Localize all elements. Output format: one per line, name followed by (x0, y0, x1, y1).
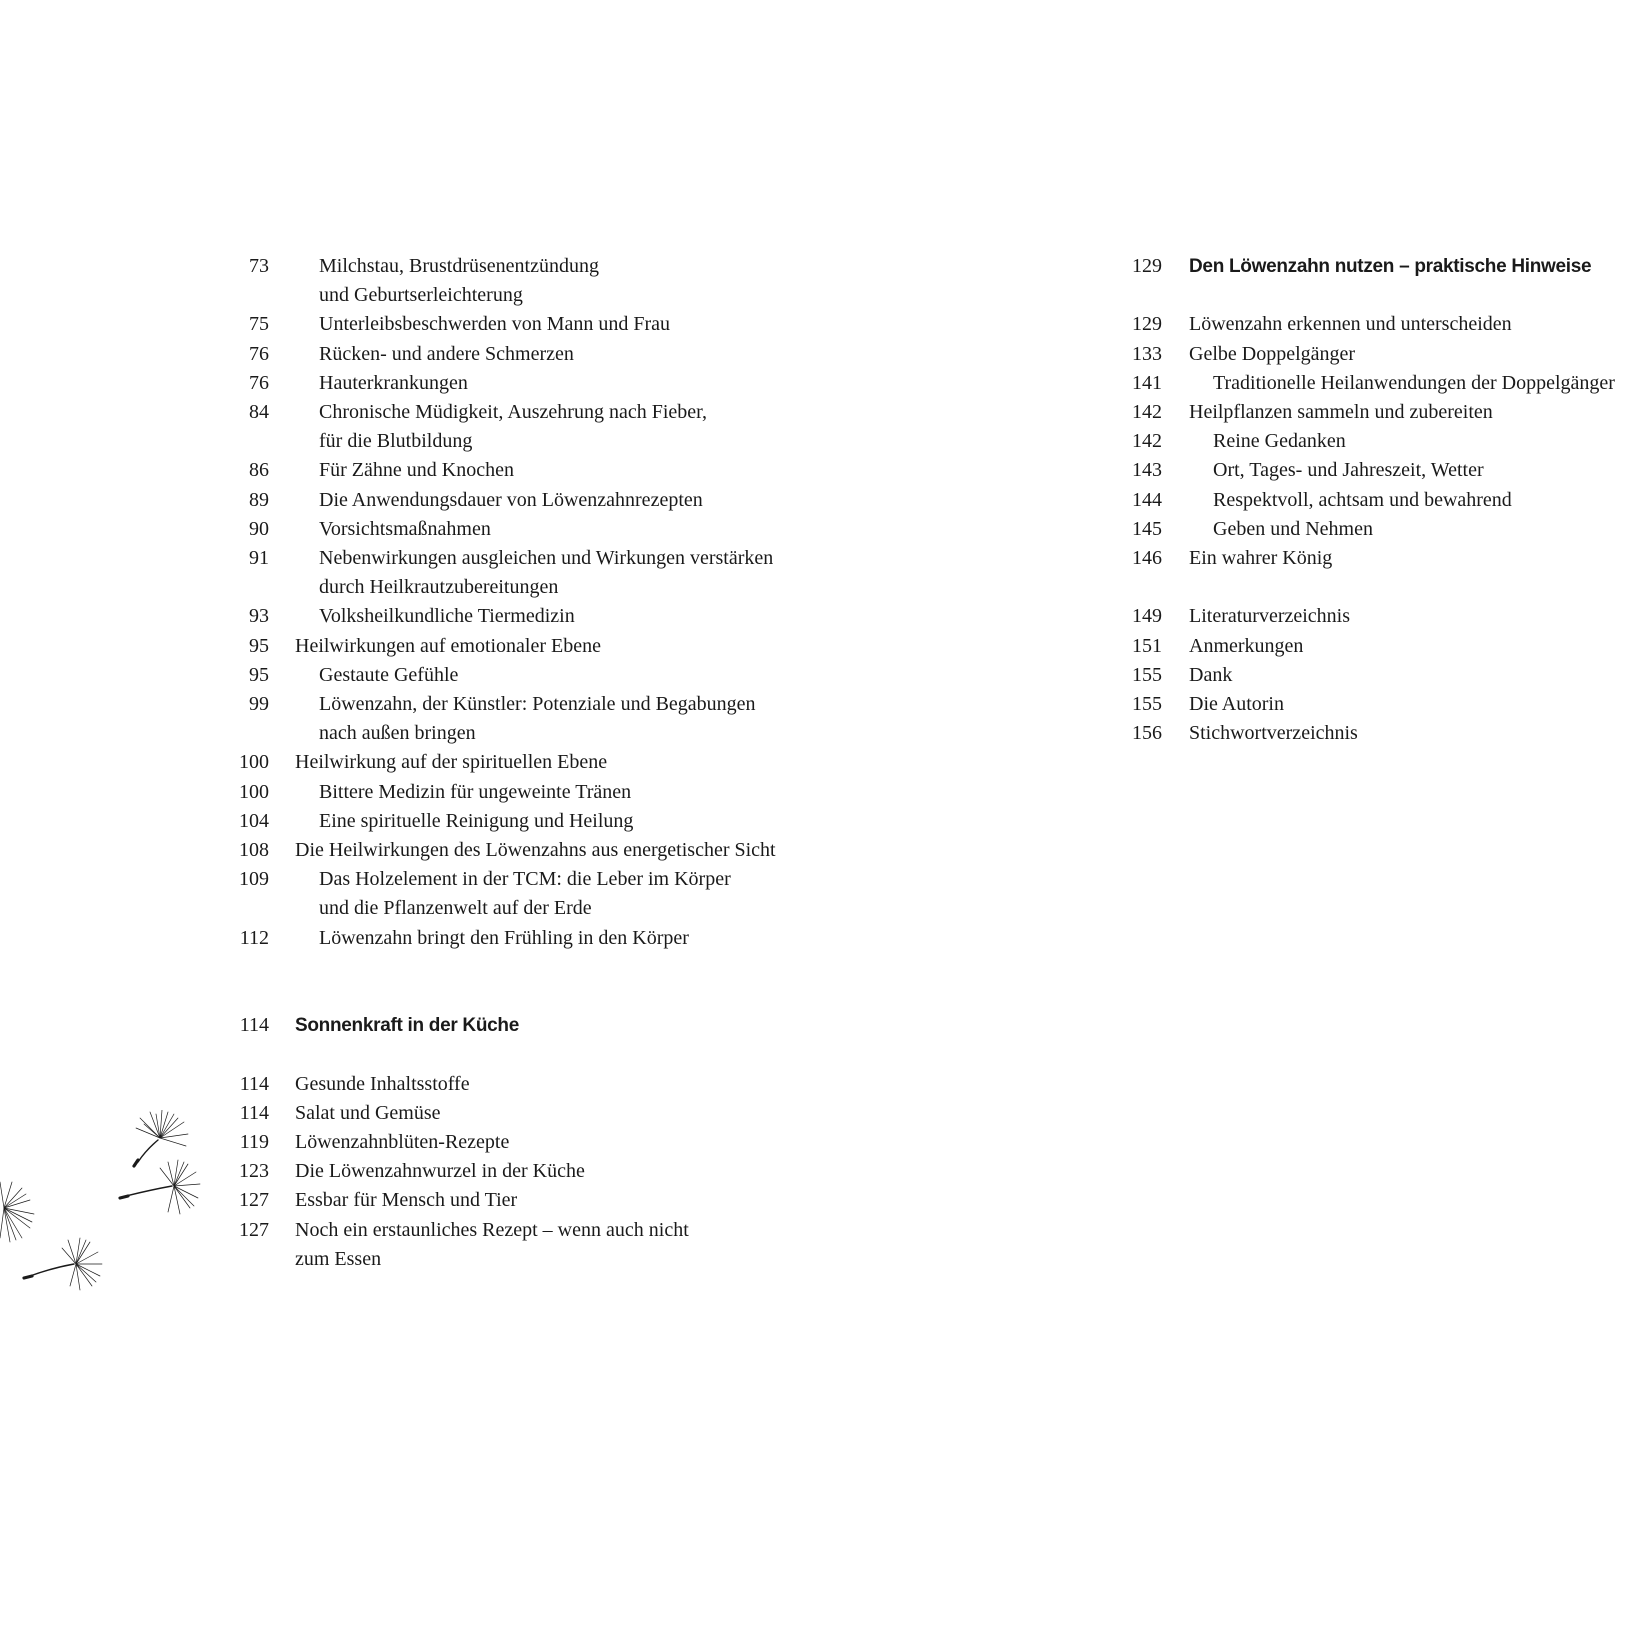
toc-entry-title-line: durch Heilkrautzubereitungen (319, 576, 559, 599)
toc-page-number: 100 (239, 780, 269, 803)
toc-entry-title (295, 456, 514, 485)
toc-entry-title-line: Ein wahrer König (1189, 547, 1333, 570)
section-spacer (1128, 573, 1643, 602)
toc-page-number: 100 (239, 751, 269, 774)
toc-entry-title (1189, 690, 1284, 719)
toc-page-number: 73 (249, 255, 269, 277)
toc-entry-title-line: Traditionelle Heilanwendungen der Doppelgänger (1213, 371, 1615, 394)
toc-entry[interactable] (1128, 486, 1643, 515)
toc-page-number: 155 (1132, 693, 1162, 716)
toc-entry-title-line: und Geburtserleichterung (319, 284, 523, 307)
toc-entry[interactable] (236, 456, 936, 485)
dandelion-seed-icon (0, 1182, 34, 1242)
toc-entry-title (295, 865, 731, 923)
toc-entry-title (295, 690, 756, 748)
toc-entry-title-line: Salat und Gemüse (295, 1101, 441, 1124)
toc-entry-title-line: Ort, Tages- und Jahreszeit, Wetter (1213, 459, 1484, 482)
toc-entry-title-line: Löwenzahn erkennen und unterscheiden (1189, 313, 1512, 336)
toc-page-number: 127 (239, 1189, 269, 1212)
toc-page-number: 151 (1132, 634, 1162, 657)
toc-entry-title-line: Sonnenkraft in der Küche (295, 1015, 520, 1037)
toc-entry-title (295, 1186, 517, 1215)
section-spacer (1128, 281, 1643, 310)
toc-entry-title-line: nach außen bringen (319, 722, 476, 745)
toc-entry[interactable] (1128, 515, 1643, 544)
toc-entry-title (1189, 632, 1303, 661)
dandelion-seed-icon (120, 1160, 200, 1214)
toc-entry-title-line: zum Essen (295, 1247, 382, 1270)
toc-entry-title-line: Eine spirituelle Reinigung und Heilung (319, 809, 634, 832)
toc-entry-title (1189, 661, 1232, 690)
toc-entry-title (295, 369, 468, 398)
dandelion-seed-icon (24, 1238, 102, 1290)
toc-entry-title (295, 778, 631, 807)
toc-page-number: 95 (249, 663, 269, 686)
toc-entry-title (295, 602, 575, 631)
toc-entry-title (295, 340, 574, 369)
toc-entry[interactable] (236, 1099, 936, 1128)
toc-entry[interactable] (236, 807, 936, 836)
toc-entry-title (295, 1216, 689, 1274)
toc-entry-title (295, 515, 491, 544)
toc-entry[interactable] (236, 1070, 936, 1099)
toc-page-number: 112 (239, 926, 269, 949)
toc-page-number: 76 (249, 371, 269, 394)
toc-entry[interactable] (236, 515, 936, 544)
toc-entry[interactable] (236, 602, 936, 631)
toc-entry[interactable] (236, 544, 936, 602)
toc-entry-title-line: Reine Gedanken (1213, 430, 1346, 453)
toc-entry-title-line: Unterleibsbeschwerden von Mann und Frau (319, 313, 671, 336)
toc-entry-title (1189, 602, 1350, 631)
toc-entry-title-line: Literaturverzeichnis (1189, 605, 1351, 628)
dandelion-seeds-icon (0, 1110, 210, 1350)
toc-entry-title-line: Essbar für Mensch und Tier (295, 1189, 518, 1212)
toc-page-number: 99 (249, 693, 269, 716)
toc-entry-title (295, 836, 776, 865)
toc-page-number: 144 (1132, 488, 1162, 511)
toc-entry-title (295, 1099, 441, 1128)
toc-page-number: 114 (239, 1014, 269, 1037)
toc-page-number: 142 (1132, 430, 1162, 453)
toc-page-number: 84 (249, 401, 269, 424)
toc-page-number: 133 (1132, 342, 1162, 365)
toc-entry[interactable] (236, 1216, 936, 1274)
toc-entry-title-line: Die Löwenzahnwurzel in der Küche (295, 1160, 585, 1183)
toc-page-number: 114 (239, 1072, 269, 1095)
toc-entry[interactable] (236, 661, 936, 690)
toc-entry-title-line: Respektvoll, achtsam und bewahrend (1213, 488, 1512, 511)
toc-entry-title-line: Milchstau, Brustdrüsenentzündung (319, 255, 599, 277)
toc-entry-title (295, 1070, 470, 1099)
toc-entry[interactable] (236, 252, 936, 310)
toc-entry-title-line: Die Anwendungsdauer von Löwenzahnrezepten (319, 488, 703, 511)
toc-page-number: 89 (249, 488, 269, 511)
toc-entry-title (1189, 310, 1512, 339)
toc-page-number: 145 (1132, 517, 1162, 540)
toc-page-number: 123 (239, 1160, 269, 1183)
toc-page-number: 109 (239, 868, 269, 891)
toc-entry-title-line: Die Heilwirkungen des Löwenzahns aus energetischer Sicht (295, 839, 776, 862)
toc-entry-title (1189, 427, 1346, 456)
toc-page-number: 76 (249, 342, 269, 365)
toc-entry-title-line: Heilpflanzen sammeln und zubereiten (1189, 401, 1493, 423)
toc-entry-title (295, 924, 689, 953)
toc-entry-title-line: Dank (1189, 663, 1233, 686)
toc-entry[interactable] (236, 1186, 936, 1215)
toc-entry[interactable] (236, 924, 936, 953)
toc-page-number: 95 (249, 634, 269, 657)
toc-entry-title-line: Chronische Müdigkeit, Auszehrung nach Fieber, (319, 401, 708, 424)
toc-entry-title-line: Löwenzahn bringt den Frühling in den Körper (319, 926, 689, 949)
toc-entry-title (1189, 456, 1484, 485)
toc-entry[interactable] (236, 748, 936, 777)
toc-entry-title (295, 1128, 509, 1157)
toc-entry[interactable] (1128, 661, 1643, 690)
toc-page-number: 108 (239, 839, 269, 862)
toc-entry-title (295, 632, 601, 661)
toc-entry-title (295, 398, 707, 456)
toc-entry[interactable] (1128, 456, 1643, 485)
toc-entry-title-line: Die Autorin (1189, 693, 1284, 716)
toc-entry[interactable] (1128, 398, 1643, 427)
toc-page-number: 129 (1132, 255, 1162, 277)
toc-page-number: 93 (249, 605, 269, 628)
toc-entry[interactable] (236, 398, 936, 456)
toc-entry[interactable] (236, 310, 936, 339)
toc-entry-title-line: Gelbe Doppelgänger (1189, 342, 1356, 365)
toc-page-number: 90 (249, 517, 269, 540)
toc-left-column (236, 252, 936, 1274)
toc-entry[interactable] (1128, 544, 1643, 573)
toc-page-number: 155 (1132, 663, 1162, 686)
toc-page-number: 127 (239, 1218, 269, 1241)
toc-entry-title (295, 807, 633, 836)
toc-entry-title (295, 1011, 519, 1040)
toc-page-number: 146 (1132, 547, 1162, 570)
toc-entry[interactable] (236, 1157, 936, 1186)
toc-right-column (1128, 252, 1643, 748)
toc-entry-title (295, 310, 670, 339)
toc-entry[interactable] (1128, 602, 1643, 631)
toc-page-number: 114 (239, 1101, 269, 1124)
toc-entry[interactable] (1128, 632, 1643, 661)
toc-entry-title (1189, 486, 1512, 515)
toc-entry-title-line: Das Holzelement in der TCM: die Leber im Körper (319, 868, 731, 891)
toc-entry[interactable] (236, 486, 936, 515)
toc-page-number: 149 (1132, 605, 1162, 628)
toc-page-number: 129 (1132, 313, 1162, 336)
toc-entry-title (1189, 719, 1358, 748)
toc-entry[interactable] (236, 836, 936, 865)
toc-entry-title (295, 748, 607, 777)
toc-entry-title-line: Geben und Nehmen (1213, 517, 1373, 540)
toc-entry-title-line: Für Zähne und Knochen (319, 459, 514, 482)
toc-section-heading[interactable] (236, 1011, 936, 1040)
toc-entry-title (295, 544, 773, 602)
toc-entry-title-line: Nebenwirkungen ausgleichen und Wirkungen verstärken (319, 547, 774, 570)
toc-entry-title-line: für die Blutbildung (319, 430, 473, 453)
toc-entry[interactable] (236, 369, 936, 398)
toc-entry[interactable] (1128, 427, 1643, 456)
toc-page-number: 141 (1132, 371, 1162, 394)
toc-page-number: 75 (249, 313, 269, 336)
toc-entry-title-line: und die Pflanzenwelt auf der Erde (319, 897, 592, 920)
toc-entry-title-line: Vorsichtsmaßnahmen (319, 517, 491, 540)
toc-page-number: 156 (1132, 722, 1162, 745)
toc-page-number: 119 (239, 1131, 269, 1154)
toc-entry-title-line: Stichwortverzeichnis (1189, 722, 1358, 745)
toc-entry-title-line: Heilwirkung auf der spirituellen Ebene (295, 751, 608, 774)
toc-entry-title (1189, 369, 1615, 398)
toc-entry-title-line: Löwenzahnblüten-Rezepte (295, 1131, 510, 1154)
toc-entry[interactable] (1128, 340, 1643, 369)
toc-entry[interactable] (1128, 690, 1643, 719)
toc-entry-title-line: Bittere Medizin für ungeweinte Tränen (319, 780, 632, 803)
toc-page-number: 91 (249, 547, 269, 570)
toc-entry-title (295, 486, 703, 515)
toc-entry-title (1189, 544, 1332, 573)
toc-page-number: 86 (249, 459, 269, 482)
toc-entry-title (1189, 252, 1591, 281)
toc-entry-title (295, 252, 599, 310)
toc-section-heading[interactable] (1128, 252, 1643, 281)
toc-entry[interactable] (1128, 369, 1643, 398)
toc-entry-title-line: Den Löwenzahn nutzen – praktische Hinweise (1189, 256, 1592, 277)
toc-entry[interactable] (236, 632, 936, 661)
toc-entry-title-line: Gestaute Gefühle (319, 663, 459, 686)
toc-page-number: 143 (1132, 459, 1162, 482)
toc-entry[interactable] (236, 865, 936, 923)
toc-entry-title-line: Anmerkungen (1189, 634, 1304, 657)
dandelion-seed-icon (134, 1110, 188, 1166)
toc-entry[interactable] (1128, 310, 1643, 339)
toc-entry-title (1189, 340, 1355, 369)
toc-page-number: 142 (1132, 401, 1162, 423)
toc-entry-title (1189, 398, 1493, 427)
toc-entry[interactable] (236, 778, 936, 807)
toc-entry[interactable] (236, 1128, 936, 1157)
section-spacer (236, 1040, 936, 1069)
section-spacer (236, 953, 936, 1011)
toc-entry[interactable] (236, 340, 936, 369)
toc-entry[interactable] (1128, 719, 1643, 748)
toc-entry[interactable] (236, 690, 936, 748)
toc-page-number: 104 (239, 809, 269, 832)
toc-entry-title (295, 661, 458, 690)
toc-entry-title-line: Rücken- und andere Schmerzen (319, 342, 574, 365)
toc-entry-title-line: Hauterkrankungen (319, 371, 468, 394)
toc-entry-title (295, 1157, 585, 1186)
toc-entry-title-line: Heilwirkungen auf emotionaler Ebene (295, 634, 601, 657)
toc-entry-title (1189, 515, 1373, 544)
toc-entry-title-line: Löwenzahn, der Künstler: Potenziale und Begabungen (319, 693, 756, 716)
toc-entry-title-line: Gesunde Inhaltsstoffe (295, 1072, 470, 1095)
toc-entry-title-line: Noch ein erstaunliches Rezept – wenn auch nicht (295, 1218, 689, 1241)
toc-entry-title-line: Volksheilkundliche Tiermedizin (319, 605, 575, 628)
